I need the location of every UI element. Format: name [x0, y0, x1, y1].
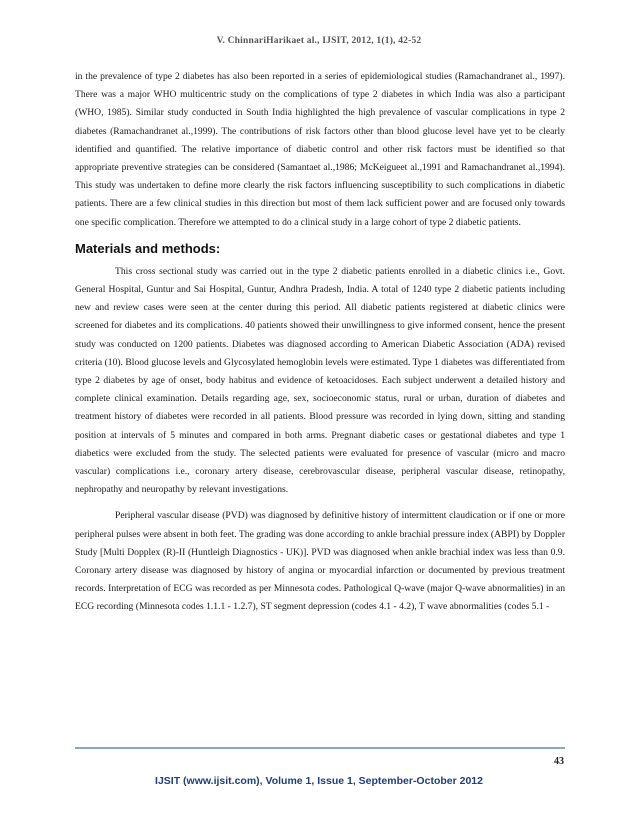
methods-paragraph-1: This cross sectional study was carried out in the type 2 diabetic patients enrolled in a diabetic clinics i.e., Govt. General Hospital, Guntur and Sai Hospital, Guntur, Andhra Pradesh, India. A total of 1240 type 2 diabetic patients including new and review cases were seen at the center during this period. All diabetic patients registered at diabetic clinics were screened for diabetes and its complications. 40 patients showed their unwillingness to give informed consent, hence the present study was conducted on 1200 patients. Diabetes was diagnosed according to American Diabetic Association (ADA) revised criteria (10). Blood glucose levels and Glycosylated hemoglobin levels were estimated. Type 1 diabetes was differentiated from type 2 diabetes by age of onset, body habitus and evidence of ketoacidoses. Each subject underwent a detailed history and complete clinical examination. Details regarding age, sex, socioeconomic status, rural or urban, duration of diabetes and treatment history of diabetes were recorded in all patients. Blood pressure was recorded in lying down, sitting and standing position at intervals of 5 minutes and compared in both arms. Pregnant diabetic cases or gestational diabetes and type 1 diabetics were excluded from the study. The selected patients were evaluated for presence of vascular (micro and macro vascular) complications i.e., coronary artery disease, cerebrovascular disease, peripheral vascular disease, retinopathy, nephropathy and neuropathy by relevant investigations.: [75, 265, 565, 496]
page-number: 43: [554, 756, 564, 767]
section-heading-materials-methods: Materials and methods:: [75, 240, 221, 256]
running-header: V. ChinnariHarikaet al., IJSIT, 2012, 1(1), 42-52: [216, 36, 422, 46]
journal-footer: IJSIT (www.ijsit.com), Volume 1, Issue 1, September-October 2012: [155, 775, 483, 787]
methods-paragraph-2: Peripheral vascular disease (PVD) was diagnosed by definitive history of intermittent claudication or if one or more peripheral pulses were absent in both feet. The grading was done according to ankle brachial pressure index (ABPI) by Doppler Study [Multi Dopplex (R)-II (Huntleigh Diagnostics - UK)]. PVD was diagnosed when ankle brachial index was less than 0.9. Coronary artery disease was diagnosed by history of angina or myocardial infarction or documented by previous treatment records. Interpretation of ECG was recorded as per Minnesota codes. Pathological Q-wave (major Q-wave abnormalities) in an ECG recording (Minnesota codes 1.1.1 - 1.2.7), ST segment depression (codes 4.1 - 4.2), T wave abnormalities (codes 5.1 -: [75, 510, 566, 613]
footer-divider: [75, 747, 565, 749]
intro-paragraph: in the prevalence of type 2 diabetes has also been reported in a series of epidemiological studies (Ramachandranet al., 1997). There was a major WHO multicentric study on the complications of type 2 diabetes in which India was also a participant (WHO, 1985). Similar study conducted in South India highlighted the high prevalence of vascular complications in type 2 diabetes (Ramachandranet al.,1999). The contributions of risk factors other than blood glucose level have yet to be clearly identified and quantified. The relative importance of diabetic control and other risk factors must be identified so that appropriate preventive strategies can be considered (Samantaet al.,1986; McKeigueet al.,1991 and Ramachandranet al.,1994). This study was undertaken to define more clearly the risk factors influencing susceptibility to such complications in diabetic patients. There are a few clinical studies in this direction but most of them lack sufficient power and are focused only towards one specific complication. Therefore we attempted to do a clinical study in a large cohort of type 2 diabetic patients.: [75, 71, 565, 228]
article-body: [75, 68, 565, 617]
paragraph-spacer: [75, 499, 565, 507]
